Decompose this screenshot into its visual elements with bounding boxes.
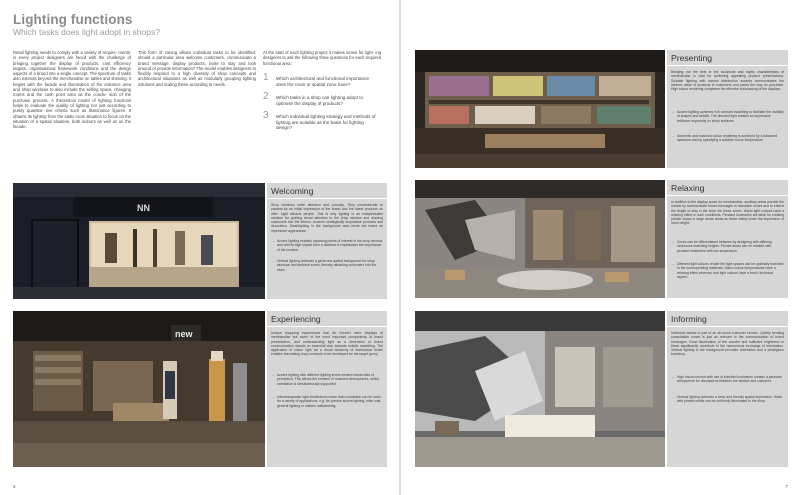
panel-body: Shop windows invite attention and curiosity. They communicate to passers-by an initial impression of the brand and the latest products on offer. Light attracts people. This is why lighting is an indispensable medium for guiding visual attention to the shop window and drawing customers into the interior. Accents strategically emphasise products and decoration. Washlighting in the background area lends the brand an impressive appearance. <box>271 203 383 233</box>
intro-column-2: This form of zoning allows individual tasks to be identified: should a particular area welcome customers, communicate a brand message, display products, invite to stay and look around or provide information? The model enables designers to flexibly respond to a high diversity of shop concepts and architectural situations as well as modularly grouping lighting solutions and scaling these according to needs. <box>138 50 256 87</box>
panel-bullet: → Accent lighting achieves rich contrast modelling to facilitate the visibility of shapes and details. The directed light creates an impressive brilliance especially on shiny surfaces. <box>671 110 784 123</box>
page-number: 7 <box>785 484 788 489</box>
panel-divider <box>667 65 788 66</box>
panel-body: Bringing out the best in the sculptural and haptic characteristics of merchandise is vital for achieving appealing product presentations. Suitable lighting with narrow distribution accents communicates the intrinsic value of products to customers and paves the way for purchase. High colour rendering completes the effective showcasing of the displays. <box>671 70 784 92</box>
new-sign: new <box>175 329 193 339</box>
informing-photo <box>415 311 665 467</box>
welcoming-panel <box>267 183 387 299</box>
panel-title: Relaxing <box>671 183 705 193</box>
arrow-icon: → <box>671 395 675 399</box>
question-text: Which architectural and functional importance does the room or spatial zone have? <box>276 76 369 87</box>
panel-body: In addition to the display areas for merchandise, ancillary areas provide the means by communicate brand messages in relaxation zones and to extend the length of stay in the store via these zones. Warm light colours have a relaxing effect in such conditions. Pendant luminaires are ideal for creating private zones or large areas areas as these visibly lower the impression of room height. <box>671 200 784 226</box>
arrow-icon: → <box>671 240 675 244</box>
arrow-icon: → <box>671 134 675 138</box>
question-number: 3 <box>263 110 269 121</box>
arrow-icon: → <box>671 110 675 114</box>
arrow-icon: → <box>271 373 275 377</box>
panel-divider <box>667 326 788 327</box>
panel-bullet: → Interchangeable light distributions mean that a luminaire can be used for a variety of applications, e.g. for precise accent lighting, wide oval-general lighting or uniform wallwashing. <box>271 395 382 408</box>
intro-column-1: Retail lighting needs to comply with a variety of require- ments: in every project designers are faced with the challenge of bringing together the display of products, cost efficiency targets, organisational framework conditions and the design aspects of a brand into a single concept. The spectrum of tasks also extends beyond the merchandise on tables and shelving: it begins with the facade and illumination of the entrance area and shop windows to also include the selling space, changing rooms and the cash point area as the conclu- sion of the purchase process. A theoretical model of lighting functions helps to evaluate the quality of lighting not just according to purely quantita- tive criteria such as illuminance figures. It obtains its lighting from the static room situation to focus on the situation of a spatial situation, both indoors as well as on the facade. <box>13 50 131 130</box>
informing-panel <box>667 311 788 467</box>
panel-bullet: → Different light colours render the light spaces can be optimally matched to the corresponding materials. Warm colour temperatures have a relaxing effect whereas cool light colours have a fresh, technical aspect. <box>671 262 784 279</box>
intro-column-3: At the start of each lighting project it makes sense for light- ing designers to ask the following three questions for each required functional area: <box>263 50 381 66</box>
panel-bullet: → Zones can be differentiated between by designing with differing luminance matching heights. Private areas can be created with pendant luminaires with low suspension. <box>671 240 772 253</box>
right-page <box>401 0 800 495</box>
panel-title: Presenting <box>671 53 713 63</box>
question-number: 2 <box>263 91 269 102</box>
arrow-icon: → <box>671 262 675 266</box>
question-number: 1 <box>263 72 269 83</box>
left-page <box>0 0 399 495</box>
arrow-icon: → <box>271 259 275 263</box>
panel-bullet: → Vertical lighting achieves a deep and friendly spatial impression. Walls with printed motifs can be uniformly illuminated in the shop. <box>671 395 783 404</box>
panel-bullet: → Vertical lighting achieves a generous spatial background for shop windows and ambient zones, thereby attracting customers into the store. <box>271 259 377 272</box>
panel-body: Unique shopping experiences that far exceed mere displays of merchandise are some of the most important components of brand presentation, and understanding light as a dimension of brand communication stands on essential step towards holistic marketing. The application of colour light via a visual hierarchy of illuminance levels enables fascinating shop concepts to be developed for the target group. <box>271 331 383 357</box>
presenting-panel <box>667 50 788 168</box>
arrow-icon: → <box>671 375 675 379</box>
panel-title: Experiencing <box>271 314 321 324</box>
relaxing-panel <box>667 180 788 298</box>
panel-title: Welcoming <box>271 186 314 196</box>
panel-bullet: → High visual comfort with use of shielded luminaires creates a pleasant atmosphere for discussions between the advisor and customer. <box>671 375 782 384</box>
question-text: Which tasks in a shop can lighting adopt to optimise the display of products? <box>276 95 364 106</box>
experiencing-photo <box>13 311 265 467</box>
panel-bullet: → Accent lighting enables opposing points of interest in the shop window, and with its high impact from a distance it emphasises the importance of the location. <box>271 239 383 252</box>
relaxing-photo <box>415 180 665 298</box>
store-logo: NN <box>137 203 150 213</box>
page-subtitle: Which tasks does light adopt in shops? <box>13 27 160 37</box>
panel-body: Individual advice is part of an all-round customer service. Quietly bending consultation zones is just as relevant to the communication of brand messages. Good illumination of the counter and sufficient brightness in these significantly contribute to the harmonious exchange of information. Vertical lighting in the background provides orientation and a prestigious backdrop. <box>671 331 784 357</box>
panel-bullet: → Authentic and nuanced colour rendering is achieved by a balanced spectrum and by specifying a suitable colour temperature. <box>671 134 778 143</box>
panel-divider <box>267 326 387 327</box>
panel-divider <box>267 198 387 199</box>
question-text: Which individual lighting strategy and methods of lighting are suitable as the basis for lighting design? <box>276 114 376 131</box>
page-title: Lighting functions <box>13 12 133 27</box>
panel-divider <box>667 195 788 196</box>
panel-title: Informing <box>671 314 707 324</box>
arrow-icon: → <box>271 395 275 399</box>
panel-bullet: → Accent lighting with different lighting levels creates hierarchies of perception. This allows the creation of nuanced atmospheres, whilst orientation is simultaneously supported. <box>271 373 379 386</box>
experiencing-panel <box>267 311 387 467</box>
welcoming-photo <box>13 183 265 299</box>
arrow-icon: → <box>271 239 275 243</box>
presenting-photo <box>415 50 665 168</box>
page-number: 6 <box>13 484 16 489</box>
